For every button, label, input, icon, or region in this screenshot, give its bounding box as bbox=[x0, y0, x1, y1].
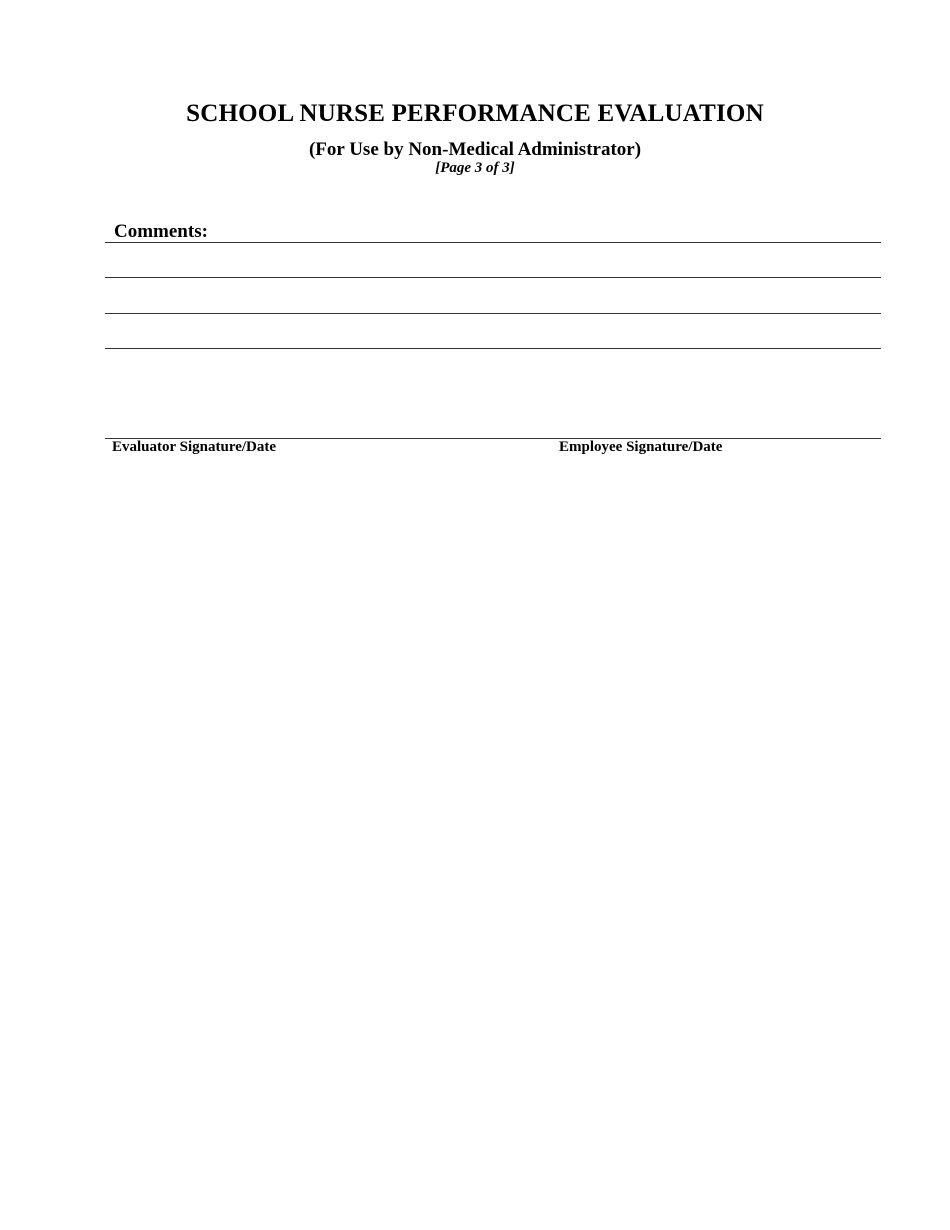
comments-label: Comments: bbox=[114, 221, 208, 242]
comments-line-2[interactable] bbox=[105, 277, 881, 278]
comments-line-4[interactable] bbox=[105, 348, 881, 349]
employee-signature-label: Employee Signature/Date bbox=[559, 439, 723, 455]
evaluator-signature-label: Evaluator Signature/Date bbox=[112, 439, 277, 455]
comments-line-3[interactable] bbox=[105, 313, 881, 314]
page-number-note: [Page 3 of 3] bbox=[435, 160, 515, 176]
page-title: SCHOOL NURSE PERFORMANCE EVALUATION bbox=[186, 100, 764, 127]
page-subtitle: (For Use by Non-Medical Administrator) bbox=[308, 139, 642, 160]
comments-line-1[interactable] bbox=[105, 242, 881, 243]
